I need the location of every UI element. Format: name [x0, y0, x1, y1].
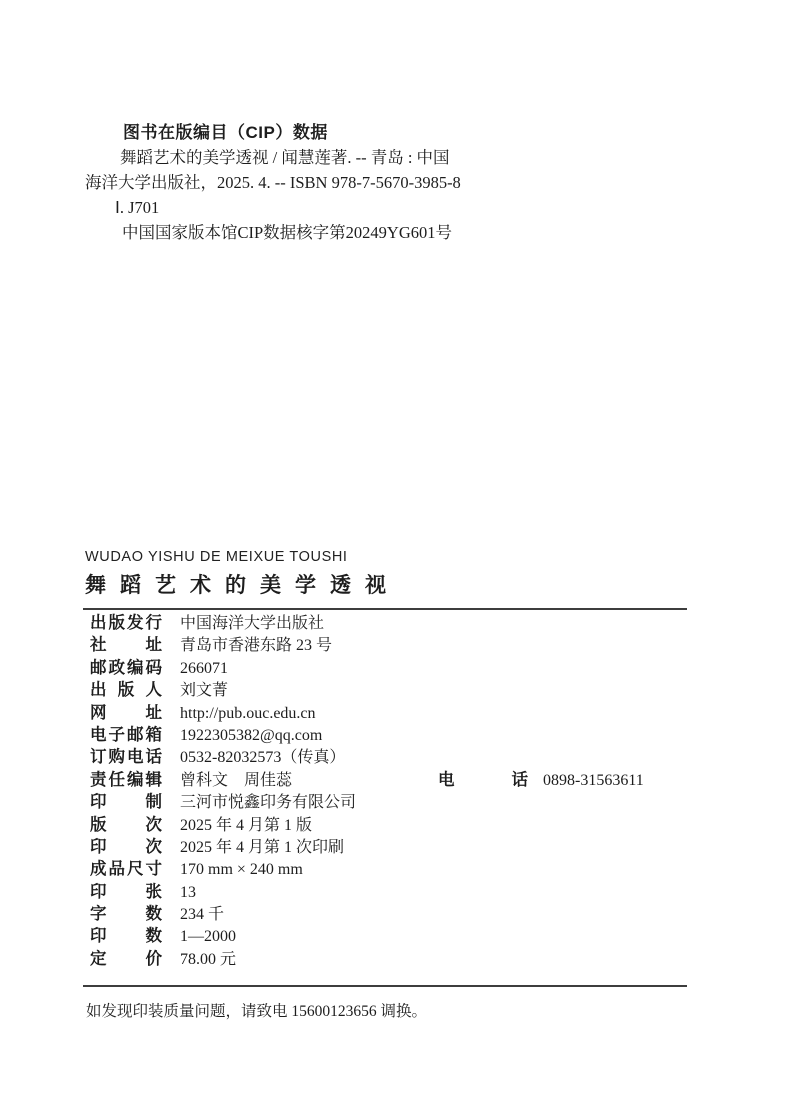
colophon-row-value: 170 mm × 240 mm [180, 861, 303, 879]
colophon-row-label: 网 址 [90, 703, 162, 722]
colophon-row-label: 印 制 [90, 793, 162, 812]
colophon-row [85, 881, 689, 903]
colophon-row-value: http://pub.ouc.edu.cn [180, 704, 316, 722]
colophon-row-label: 出 版 人 [90, 681, 162, 700]
colophon-row-extra [438, 769, 644, 792]
title-block [85, 549, 689, 610]
colophon-row-label: 电 子 邮 箱 [90, 725, 162, 744]
colophon-row-value: 青岛市香港东路 23 号 [180, 637, 333, 655]
colophon-row [85, 791, 689, 813]
colophon-row-label: 责 任 编 辑 [90, 770, 162, 789]
colophon-row-value: 三河市悦鑫印务有限公司 [180, 794, 357, 812]
colophon-row-value: 1—2000 [180, 928, 236, 946]
colophon-row-value: 2025 年 4 月第 1 次印刷 [180, 838, 345, 856]
quality-notice: 如发现印装质量问题，请致电 15600123656 调换。 [86, 1003, 428, 1020]
colophon-row [85, 948, 689, 970]
colophon-row [85, 724, 689, 746]
colophon-row-value: 234 千 [180, 906, 225, 924]
colophon-row-value: 78.00 元 [180, 950, 237, 968]
cip-line-record-number: 中国国家版本馆CIP数据核字第20249YG601号 [122, 223, 453, 242]
book-title-pinyin: WUDAO YISHU DE MEIXUE TOUSHI [85, 549, 348, 565]
colophon-row-value: 13 [180, 883, 196, 901]
colophon-row-value: 0532-82032573（传真） [180, 749, 346, 767]
cip-line-publisher-isbn: 海洋大学出版社，2025. 4. -- ISBN 978-7-5670-3985-8 [85, 173, 461, 192]
colophon-row [85, 746, 689, 768]
colophon-row-value: 刘文菁 [180, 682, 229, 700]
colophon-row-label: 成 品 尺 寸 [90, 860, 162, 879]
colophon-row [85, 836, 689, 858]
colophon-row [85, 679, 689, 701]
cip-heading: 图书在版编目（CIP）数据 [123, 123, 328, 142]
colophon-row-label: 印 数 [90, 927, 162, 946]
colophon-row [85, 702, 689, 724]
colophon-row-label: 印 张 [90, 882, 162, 901]
footer-divider [83, 985, 687, 987]
colophon-extra-value: 0898-31563611 [543, 771, 644, 789]
colophon-row-value: 曾科文 周佳蕊 [180, 771, 293, 789]
colophon-row [85, 634, 689, 656]
colophon-table [85, 612, 689, 970]
colophon-row-label: 邮 政 编 码 [90, 658, 162, 677]
cip-line-title-author: 舞蹈艺术的美学透视 / 闻慧莲著. -- 青岛 : 中国 [120, 148, 450, 167]
book-title: 舞蹈艺术的美学透视 [85, 574, 400, 597]
colophon-row-value: 1922305382@qq.com [180, 726, 323, 744]
colophon-row-label: 字 数 [90, 905, 162, 924]
title-divider [83, 608, 687, 610]
colophon-row [85, 814, 689, 836]
colophon-row [85, 925, 689, 947]
colophon-row [85, 769, 689, 791]
colophon-row-label: 订 购 电 话 [90, 748, 162, 767]
colophon-row [85, 657, 689, 679]
colophon-row-label: 社 址 [90, 636, 162, 655]
colophon-row-value: 中国海洋大学出版社 [180, 615, 325, 632]
colophon-row-label: 出 版 发 行 [90, 614, 162, 632]
colophon-row [85, 903, 689, 925]
colophon-row-label: 版 次 [90, 815, 162, 834]
colophon-row-label: 定 价 [90, 949, 162, 968]
colophon-row-label: 印 次 [90, 837, 162, 856]
colophon-row-value: 266071 [180, 659, 228, 677]
colophon-extra-label: 电 话 [438, 770, 528, 789]
cip-line-classification: Ⅰ. J701 [115, 198, 160, 217]
cip-block [85, 120, 645, 245]
colophon-row-value: 2025 年 4 月第 1 版 [180, 816, 313, 834]
colophon-row [85, 612, 689, 634]
colophon-row [85, 858, 689, 880]
